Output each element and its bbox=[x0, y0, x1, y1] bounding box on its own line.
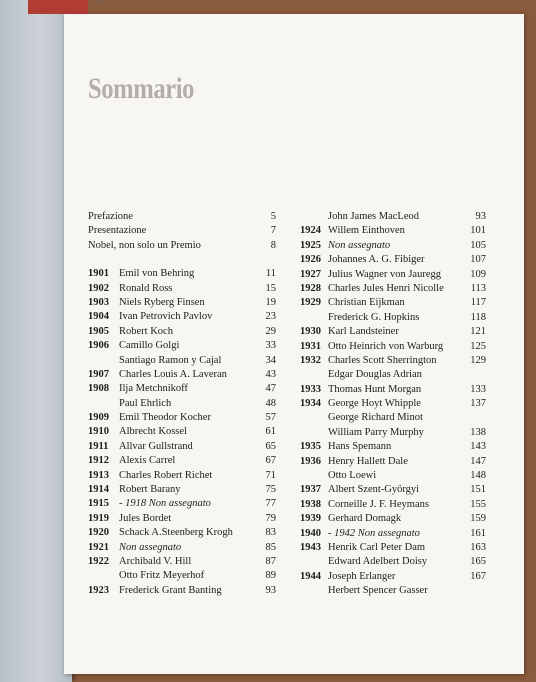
toc-entry-page: 57 bbox=[265, 412, 276, 424]
toc-entry-page: 85 bbox=[265, 541, 276, 553]
toc-entry-name: Camillo Golgi bbox=[119, 340, 180, 352]
toc-entry-name: Ilja Metchnikoff bbox=[119, 383, 188, 395]
toc-entry-name: Nobel, non solo un Premio bbox=[88, 239, 201, 251]
toc-entry-year: 1944 bbox=[300, 570, 321, 582]
toc-entry-page: 117 bbox=[470, 297, 486, 309]
toc-entry-year: 1940 bbox=[300, 527, 321, 539]
toc-entry-page: 65 bbox=[265, 440, 276, 452]
toc-entry-year: 1926 bbox=[300, 254, 321, 266]
toc-entry-page: 47 bbox=[265, 383, 276, 395]
toc-entry bbox=[88, 210, 276, 224]
toc-entry-name: Albert Szent-Györgyi bbox=[328, 484, 420, 496]
toc-entry-name: Presentazione bbox=[88, 225, 147, 237]
toc-entry bbox=[292, 498, 486, 512]
toc-entry-page: 15 bbox=[265, 282, 276, 294]
toc-entry bbox=[88, 339, 276, 353]
toc-entry bbox=[88, 310, 276, 324]
toc-entry-name: Corneille J. F. Heymans bbox=[328, 498, 429, 510]
toc-entry-name: Non assegnato bbox=[119, 541, 182, 553]
toc-entry-page: 61 bbox=[265, 426, 276, 438]
toc-entry-name: Julius Wagner von Jauregg bbox=[328, 268, 441, 280]
toc-entry bbox=[292, 469, 486, 483]
toc-entry-name: Emil Theodor Kocher bbox=[119, 412, 211, 424]
toc-entry bbox=[88, 454, 276, 468]
toc-entry-page: 7 bbox=[270, 225, 276, 237]
toc-entry-page: 138 bbox=[470, 426, 486, 438]
toc-entry bbox=[88, 325, 276, 339]
toc-entry bbox=[88, 469, 276, 483]
toc-entry-name: Karl Landsteiner bbox=[328, 326, 399, 338]
toc-entry bbox=[292, 397, 486, 411]
toc-entry bbox=[292, 224, 486, 238]
toc-entry bbox=[88, 282, 276, 296]
toc-entry-year: 1925 bbox=[300, 239, 321, 251]
toc-entry-page: 137 bbox=[470, 398, 486, 410]
toc-entry-name: - 1918 Non assegnato bbox=[119, 498, 211, 510]
section-gap bbox=[88, 253, 276, 267]
toc-entry-year: 1923 bbox=[88, 584, 109, 596]
toc-entry bbox=[292, 340, 486, 354]
toc-entry bbox=[88, 397, 276, 411]
toc-entry-year: 1943 bbox=[300, 541, 321, 553]
toc-entry bbox=[88, 497, 276, 511]
toc-entry-page: 121 bbox=[470, 326, 486, 338]
toc-entry bbox=[292, 555, 486, 569]
toc-entry-year: 1908 bbox=[88, 383, 109, 395]
toc-entry-year: 1902 bbox=[88, 282, 109, 294]
toc-entry bbox=[88, 425, 276, 439]
toc-entry-page: 159 bbox=[470, 513, 486, 525]
toc-entry-page: 101 bbox=[470, 225, 486, 237]
toc-entry-page: 43 bbox=[265, 368, 276, 380]
toc-entry-page: 147 bbox=[470, 455, 486, 467]
toc-entry-page: 133 bbox=[470, 383, 486, 395]
toc-entry bbox=[88, 541, 276, 555]
toc-entry-year: 1911 bbox=[88, 440, 109, 452]
toc-entry-page: 75 bbox=[265, 484, 276, 496]
toc-entry-year: 1933 bbox=[300, 383, 321, 395]
toc-entry bbox=[292, 311, 486, 325]
toc-entry bbox=[88, 440, 276, 454]
toc-entry-name: Christian Eijkman bbox=[328, 297, 405, 309]
corner-handwritten-mark: 7-0 bbox=[96, 0, 104, 6]
toc-entry bbox=[292, 411, 486, 425]
toc-entry-year: 1913 bbox=[88, 469, 109, 481]
toc-entry-name: Edgar Douglas Adrian bbox=[328, 369, 422, 381]
toc-entry-year: 1936 bbox=[300, 455, 321, 467]
toc-entry-name: Ronald Ross bbox=[119, 282, 173, 294]
toc-entry-name: Paul Ehrlich bbox=[119, 397, 172, 409]
toc-entry bbox=[88, 512, 276, 526]
toc-entry-name: Charles Scott Sherrington bbox=[328, 354, 437, 366]
toc-entry-page: 105 bbox=[470, 239, 486, 251]
toc-entry-name: Archibald V. Hill bbox=[119, 555, 192, 567]
toc-entry-year: 1905 bbox=[88, 325, 109, 337]
toc-entry-name: Otto Loewi bbox=[328, 470, 377, 482]
toc-entry-year: 1939 bbox=[300, 513, 321, 525]
toc-entry-name: Schack A.Steenberg Krogh bbox=[119, 527, 233, 539]
toc-entry-name: Otto Heinrich von Warburg bbox=[328, 340, 444, 352]
toc-list-left bbox=[88, 267, 276, 598]
toc-entry-page: 71 bbox=[265, 469, 276, 481]
toc-entry bbox=[292, 426, 486, 440]
toc-entry bbox=[292, 541, 486, 555]
toc-entry-page: 19 bbox=[265, 296, 276, 308]
toc-entry-name: Herbert Spencer Gasser bbox=[328, 585, 428, 597]
toc-entry-page: 151 bbox=[470, 484, 486, 496]
toc-entry-page: 48 bbox=[265, 397, 276, 409]
toc-entry-page: 23 bbox=[265, 311, 276, 323]
toc-entry bbox=[292, 282, 486, 296]
toc-entry-name: Thomas Hunt Morgan bbox=[328, 383, 422, 395]
toc-entry bbox=[292, 253, 486, 267]
toc-entry-page: 83 bbox=[265, 527, 276, 539]
toc-entry-name: Allvar Gullstrand bbox=[119, 440, 193, 452]
toc-entry-page: 125 bbox=[470, 340, 486, 352]
toc-entry bbox=[292, 268, 486, 282]
toc-entry-name: Non assegnato bbox=[328, 239, 391, 251]
toc-entry-page: 143 bbox=[470, 441, 486, 453]
toc-entry bbox=[292, 570, 486, 584]
toc-entry-year: 1915 bbox=[88, 498, 109, 510]
toc-entry bbox=[292, 325, 486, 339]
toc-entry bbox=[292, 383, 486, 397]
toc-column-left bbox=[88, 210, 276, 598]
toc-entry-name: Henry Hallett Dale bbox=[328, 455, 408, 467]
toc-entry-year: 1909 bbox=[88, 412, 109, 424]
toc-entry-name: Charles Jules Henri Nicolle bbox=[328, 282, 444, 294]
toc-entry-name: Hans Spemann bbox=[328, 441, 392, 453]
toc-entry-name: Alexis Carrel bbox=[119, 455, 176, 467]
book-page bbox=[64, 14, 524, 674]
toc-entry-page: 163 bbox=[470, 541, 486, 553]
toc-entry-page: 8 bbox=[270, 239, 276, 251]
toc-entry-name: - 1942 Non assegnato bbox=[328, 527, 420, 539]
toc-entry-year: 1907 bbox=[88, 368, 109, 380]
toc-entry-page: 109 bbox=[470, 268, 486, 280]
toc-list-right bbox=[292, 210, 486, 599]
toc-entry-name: Niels Ryberg Finsen bbox=[119, 296, 205, 308]
toc-entry-name: Robert Koch bbox=[119, 325, 173, 337]
toc-entry-page: 93 bbox=[475, 211, 486, 222]
toc-entry-page: 118 bbox=[470, 311, 486, 323]
toc-entry-name: Henrik Carl Peter Dam bbox=[328, 541, 426, 553]
toc-entry bbox=[292, 584, 486, 598]
toc-entry-name: Albrecht Kossel bbox=[119, 426, 187, 438]
toc-entry bbox=[292, 483, 486, 497]
toc-entry-name: Gerhard Domagk bbox=[328, 513, 402, 525]
toc-entry-year: 1904 bbox=[88, 311, 109, 323]
toc-entry-page: 33 bbox=[265, 340, 276, 352]
toc-entry-year: 1930 bbox=[300, 326, 321, 338]
toc-entry-page: 165 bbox=[470, 556, 486, 568]
book-cover-edge bbox=[0, 0, 72, 682]
toc-entry-page: 129 bbox=[470, 354, 486, 366]
toc-entry-year: 1927 bbox=[300, 268, 321, 280]
toc-entry bbox=[88, 224, 276, 238]
toc-entry-year: 1920 bbox=[88, 527, 109, 539]
toc-entry-name: Charles Louis A. Laveran bbox=[119, 368, 227, 380]
toc-entry bbox=[88, 411, 276, 425]
toc-entry bbox=[88, 267, 276, 281]
toc-entry-year: 1932 bbox=[300, 354, 321, 366]
toc-entry bbox=[88, 584, 276, 598]
toc-entry bbox=[292, 455, 486, 469]
toc-entry-page: 29 bbox=[265, 325, 276, 337]
toc-entry-year: 1934 bbox=[300, 398, 321, 410]
toc-entry-page: 107 bbox=[470, 254, 486, 266]
toc-entry bbox=[88, 239, 276, 253]
toc-entry-name: Edward Adelbert Doisy bbox=[328, 556, 428, 568]
toc-entry bbox=[292, 512, 486, 526]
toc-entry bbox=[88, 526, 276, 540]
toc-entry-name: Willem Einthoven bbox=[328, 225, 405, 237]
page-title: Sommario bbox=[88, 72, 195, 105]
toc-entry-name: Charles Robert Richet bbox=[119, 469, 213, 481]
toc-entry-page: 113 bbox=[470, 282, 486, 294]
toc-entry-name: George Richard Minot bbox=[328, 412, 423, 424]
toc-column-right bbox=[292, 210, 486, 599]
toc-entry-name: Santiago Ramon y Cajal bbox=[119, 354, 222, 366]
toc-entry-name: Prefazione bbox=[88, 211, 133, 222]
toc-entry-name: Johannes A. G. Fibiger bbox=[328, 254, 425, 266]
toc-entry-name: George Hoyt Whipple bbox=[328, 398, 421, 410]
toc-entry-year: 1938 bbox=[300, 498, 321, 510]
toc-entry bbox=[292, 210, 486, 224]
toc-entry-name: Robert Barany bbox=[119, 484, 181, 496]
book-cover-top-band bbox=[28, 0, 88, 14]
toc-entry bbox=[292, 527, 486, 541]
toc-entry-name: Joseph Erlanger bbox=[328, 570, 396, 582]
toc-entry-year: 1914 bbox=[88, 484, 109, 496]
toc-entry-page: 161 bbox=[470, 527, 486, 539]
toc-entry-year: 1924 bbox=[300, 225, 321, 237]
front-matter-list bbox=[88, 210, 276, 253]
toc-entry-year: 1931 bbox=[300, 340, 321, 352]
toc-entry-year: 1929 bbox=[300, 297, 321, 309]
toc-entry-name: Emil von Behring bbox=[119, 268, 195, 280]
toc-entry bbox=[88, 382, 276, 396]
toc-entry-year: 1919 bbox=[88, 512, 109, 524]
toc-entry-page: 67 bbox=[265, 455, 276, 467]
toc-entry-page: 5 bbox=[270, 211, 276, 222]
toc-entry-year: 1912 bbox=[88, 455, 109, 467]
toc-entry-name: Frederick Grant Banting bbox=[119, 584, 222, 596]
toc-entry-name: Otto Fritz Meyerhof bbox=[119, 570, 205, 582]
toc-entry-page: 89 bbox=[265, 570, 276, 582]
toc-entry-page: 93 bbox=[265, 584, 276, 596]
toc-entry-year: 1928 bbox=[300, 282, 321, 294]
toc-entry-page: 155 bbox=[470, 498, 486, 510]
toc-entry bbox=[88, 569, 276, 583]
toc-entry bbox=[88, 296, 276, 310]
toc-entry-name: Jules Bordet bbox=[119, 512, 172, 524]
toc-entry bbox=[292, 368, 486, 382]
toc-entry-year: 1922 bbox=[88, 555, 109, 567]
toc-entry-year: 1921 bbox=[88, 541, 109, 553]
toc-entry-name: John James MacLeod bbox=[328, 211, 419, 222]
toc-entry-page: 77 bbox=[265, 498, 276, 510]
toc-entry-year: 1935 bbox=[300, 441, 321, 453]
toc-entry bbox=[292, 354, 486, 368]
toc-entry-page: 34 bbox=[265, 354, 276, 366]
toc-entry-page: 167 bbox=[470, 570, 486, 582]
toc-entry bbox=[88, 368, 276, 382]
toc-entry bbox=[88, 354, 276, 368]
toc-entry bbox=[88, 483, 276, 497]
toc-entry bbox=[292, 440, 486, 454]
toc-entry-page: 148 bbox=[470, 470, 486, 482]
toc-entry-name: Ivan Petrovich Pavlov bbox=[119, 311, 213, 323]
toc-entry bbox=[292, 296, 486, 310]
toc-entry-page: 87 bbox=[265, 555, 276, 567]
toc-entry-year: 1901 bbox=[88, 268, 109, 280]
toc-entry-name: William Parry Murphy bbox=[328, 426, 424, 438]
toc-entry bbox=[292, 239, 486, 253]
toc-entry-name: Frederick G. Hopkins bbox=[328, 311, 420, 323]
toc-entry-year: 1903 bbox=[88, 296, 109, 308]
toc-entry-page: 11 bbox=[265, 268, 276, 280]
toc-entry-year: 1910 bbox=[88, 426, 109, 438]
toc-entry-page: 79 bbox=[265, 512, 276, 524]
toc-entry-year: 1906 bbox=[88, 340, 109, 352]
toc-entry-year: 1937 bbox=[300, 484, 321, 496]
toc-entry bbox=[88, 555, 276, 569]
